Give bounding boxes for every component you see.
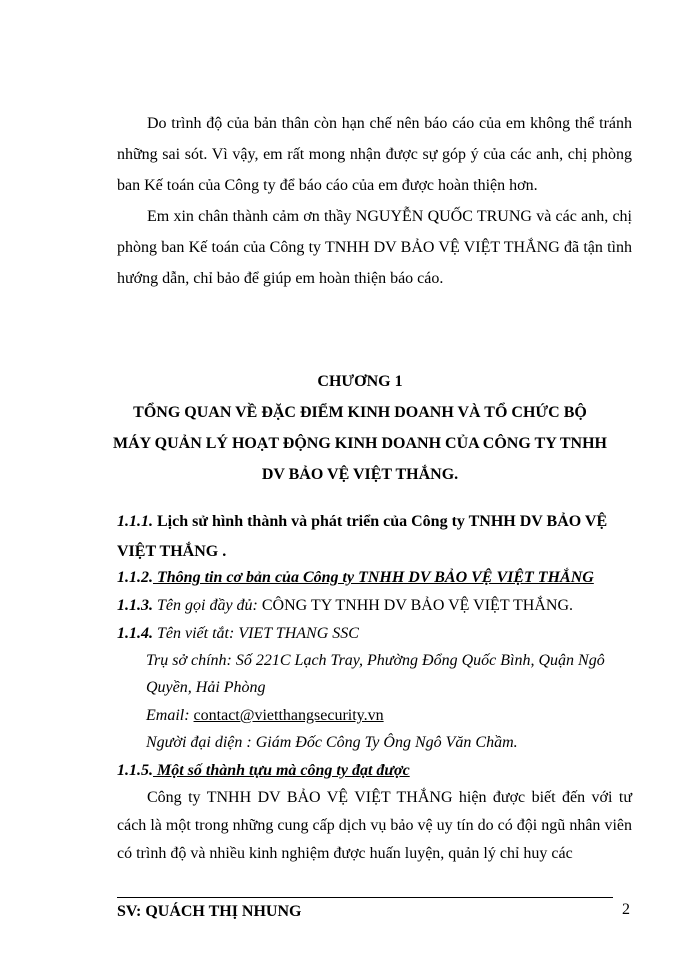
company-representative: Người đại diện : Giám Đốc Công Ty Ông Ngô Văn Chầm.	[146, 734, 518, 751]
section-1-1-1-number: 1.1.1.	[117, 513, 153, 530]
chapter-title-line-1: TỔNG QUAN VỀ ĐẶC ĐIỂM KINH DOANH VÀ TỔ CHỨC BỘ	[133, 404, 587, 421]
section-1-1-3-number: 1.1.3.	[117, 597, 153, 614]
section-1-1-4-line	[117, 621, 637, 647]
company-email-line	[146, 703, 661, 729]
section-1-1-3-line	[117, 593, 637, 619]
section-1-1-1-text: Lịch sử hình thành và phát triển của Công ty TNHH DV BẢO VỆ	[153, 513, 608, 530]
email-label: Email:	[146, 707, 194, 724]
company-address-line-1: Trụ sở chính: Số 221C Lạch Tray, Phường Đổng Quốc Bình, Quận Ngô	[146, 652, 605, 669]
section-1-1-2-heading	[117, 565, 637, 591]
section-1-1-2-text: Thông tin cơ bản của Công ty TNHH DV BẢO VỆ VIỆT THẮNG	[153, 569, 594, 586]
intro-paragraph-1: Do trình độ của bản thân còn hạn chế nên báo cáo của em không thể tránh những sai sót. Vì vậy, em rất mong nhận được sự góp ý của các anh, chị phòng ban Kế toán của Công ty để báo cáo của em được hoàn thiện hơn.	[117, 115, 632, 194]
section-1-1-5-number: 1.1.5.	[117, 762, 153, 779]
chapter-title-line-2: MÁY QUẢN LÝ HOẠT ĐỘNG KINH DOANH CỦA CÔNG TY TNHH	[113, 435, 607, 452]
section-1-1-5-text: Một số thành tựu mà công ty đạt được	[153, 762, 410, 779]
footer-page-number: 2	[622, 901, 630, 918]
section-1-1-3-value: CÔNG TY TNHH DV BẢO VỆ VIỆT THẮNG.	[257, 597, 573, 614]
section-1-1-4-label: Tên viết tắt: VIET THANG SSC	[153, 625, 359, 642]
section-1-1-4-number: 1.1.4.	[117, 625, 153, 642]
section-1-1-2-number: 1.1.2.	[117, 569, 153, 586]
footer-divider	[117, 897, 613, 898]
section-1-1-3-label: Tên gọi đầy đủ:	[153, 597, 258, 614]
body-paragraph: Công ty TNHH DV BẢO VỆ VIỆT THẮNG hiện được biết đến với tư cách là một trong những cung cấp dịch vụ bảo vệ uy tín do có đội ngũ nhân viên có trình độ và nhiều kinh nghiệm được huấn luyện, quản lý chỉ huy các	[117, 789, 632, 862]
intro-paragraph-2: Em xin chân thành cảm ơn thầy NGUYỄN QUỐC TRUNG và các anh, chị phòng ban Kế toán của Công ty TNHH DV BẢO VỆ VIỆT THẮNG đã tận tình hướng dẫn, chỉ bảo để giúp em hoàn thiện báo cáo.	[117, 208, 632, 287]
chapter-title-line-3: DV BẢO VỆ VIỆT THẮNG.	[261, 466, 459, 483]
footer-student-name: SV: QUÁCH THỊ NHUNG	[117, 903, 302, 920]
section-1-1-5-heading	[117, 758, 637, 784]
section-1-1-1-heading	[117, 509, 637, 535]
chapter-number: CHƯƠNG 1	[317, 373, 403, 390]
email-link[interactable]: contact@vietthangsecurity.vn	[193, 707, 384, 724]
company-address-line-2: Quyền, Hải Phòng	[146, 679, 266, 696]
section-1-1-1-heading-cont: VIỆT THẮNG .	[117, 543, 227, 560]
